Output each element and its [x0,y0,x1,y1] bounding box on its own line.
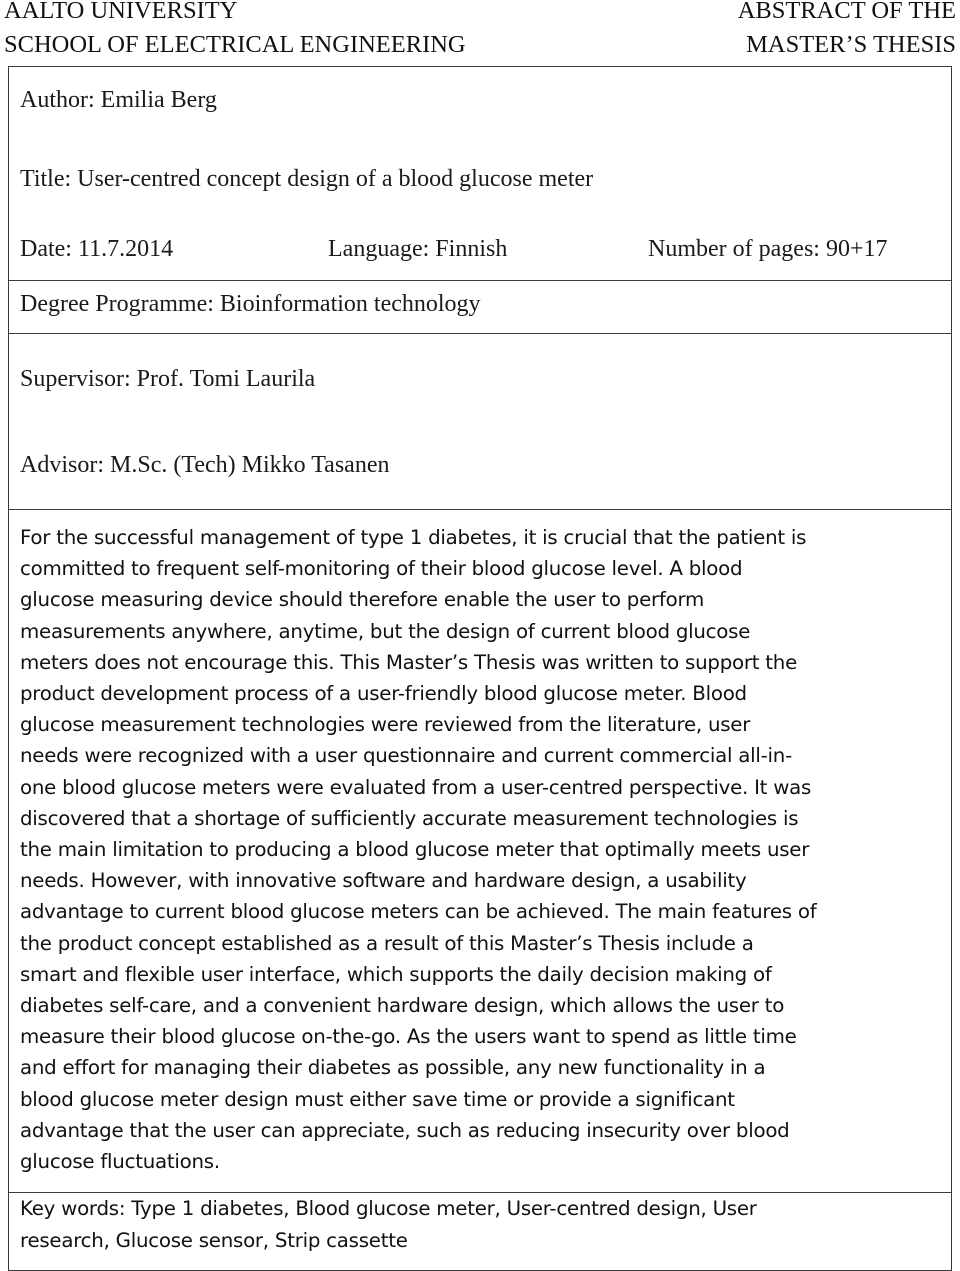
keywords-line: research, Glucose sensor, Strip cassette [20,1228,408,1252]
doc-type-line2: MASTER’S THESIS [746,31,956,58]
date-value: 11.7.2014 [77,236,174,262]
advisor-value: M.Sc. (Tech) Mikko Tasanen [110,452,390,478]
supervision-box [8,333,952,510]
abstract-line: diabetes self-care, and a convenient hardware design, which allows the user to [20,994,785,1018]
language-label: Language: [328,236,430,262]
language-row [328,234,507,264]
degree-row [20,289,481,319]
author-label: Author: [20,87,95,113]
abstract-line: discovered that a shortage of sufficiently accurate measurement technologies is [20,806,799,830]
abstract-text [20,522,944,1177]
degree-separator [8,280,952,281]
keywords-text [20,1193,944,1256]
abstract-line: committed to frequent self-monitoring of their blood glucose level. A blood [20,557,743,581]
abstract-line: smart and flexible user interface, which supports the daily decision making of [20,962,772,986]
abstract-line: and effort for managing their diabetes as possible, any new functionality in a [20,1056,766,1080]
abstract-line: needs. However, with innovative software and hardware design, a usability [20,869,747,893]
abstract-line: the product concept established as a result of this Master’s Thesis include a [20,931,754,955]
abstract-line: product development process of a user-friendly blood glucose meter. Blood [20,682,747,706]
degree-label: Degree Programme: [20,291,214,317]
header-right [738,0,956,62]
supervisor-value: Prof. Tomi Laurila [136,366,316,392]
header-left [4,0,466,62]
abstract-line: one blood glucose meters were evaluated from a user-centred perspective. It was [20,775,812,799]
abstract-line: measure their blood glucose on-the-go. As the users want to spend as little time [20,1025,797,1049]
university-name: AALTO UNIVERSITY [4,0,238,24]
abstract-line: advantage to current blood glucose meters can be achieved. The main features of [20,900,817,924]
abstract-line: the main limitation to producing a blood glucose meter that optimally meets user [20,838,810,862]
abstract-line: measurements anywhere, anytime, but the design of current blood glucose [20,619,751,643]
abstract-line: meters does not encourage this. This Master’s Thesis was written to support the [20,650,797,674]
abstract-line: blood glucose meter design must either save time or provide a significant [20,1087,735,1111]
abstract-line: glucose measuring device should therefore enable the user to perform [20,588,705,612]
pages-value: 90+17 [825,236,888,262]
abstract-line: needs were recognized with a user questionnaire and current commercial all-in- [20,744,792,768]
abstract-line: advantage that the user can appreciate, such as reducing insecurity over blood [20,1118,790,1142]
advisor-label: Advisor: [20,452,104,478]
title-label: Title: [20,166,72,192]
abstract-line: glucose measurement technologies were reviewed from the literature, user [20,713,751,737]
supervisor-label: Supervisor: [20,366,131,392]
abstract-line: glucose fluctuations. [20,1150,220,1174]
pages-row [648,234,888,264]
author-row [20,85,217,115]
keywords-line: Key words: Type 1 diabetes, Blood glucose meter, User-centred design, User [20,1197,757,1220]
language-value: Finnish [435,236,508,262]
title-row [20,164,593,194]
advisor-row [20,450,389,480]
title-value: User-centred concept design of a blood glucose meter [77,166,594,192]
supervisor-row [20,364,315,394]
doc-type-line1: ABSTRACT OF THE [737,0,956,24]
pages-label: Number of pages: [648,236,820,262]
date-label: Date: [20,236,72,262]
author-value: Emilia Berg [100,87,217,113]
date-row [20,234,173,264]
degree-value: Bioinformation technology [219,291,481,317]
abstract-line: For the successful management of type 1 diabetes, it is crucial that the patient is [20,526,807,549]
school-name: SCHOOL OF ELECTRICAL ENGINEERING [4,31,466,58]
